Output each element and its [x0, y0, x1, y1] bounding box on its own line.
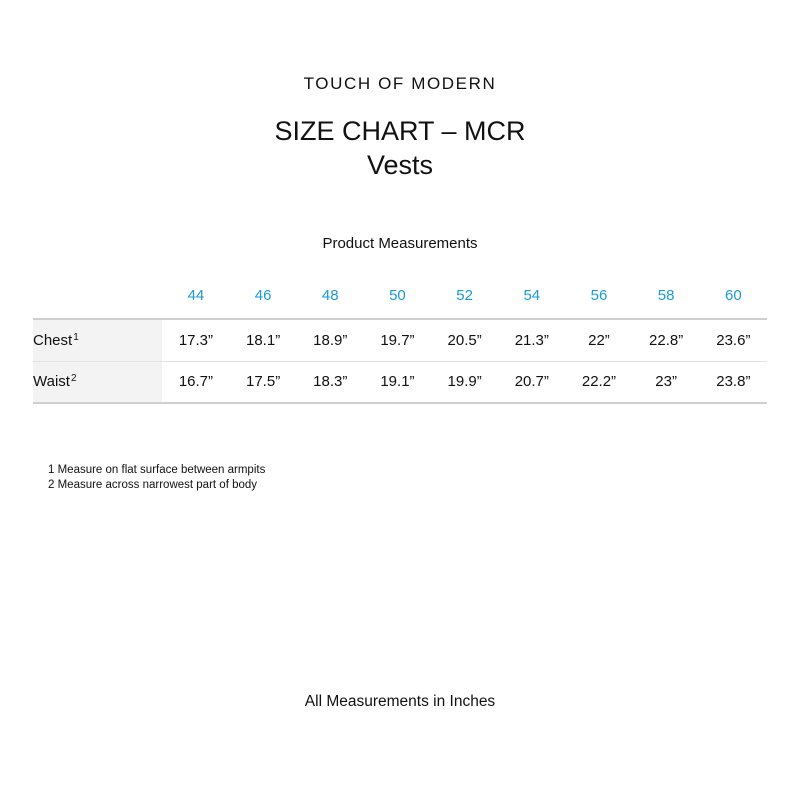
footnote: 1 Measure on flat surface between armpits [48, 464, 266, 476]
section-heading: Product Measurements [322, 235, 478, 252]
measurement-cell: 22” [588, 331, 610, 349]
units-note: All Measurements in Inches [304, 693, 496, 710]
size-header: 52 [456, 286, 473, 304]
measurement-cell: 21.3” [514, 331, 549, 349]
brand-logo-text: TOUCH OF MODERN [303, 74, 497, 93]
row-label-text: Waist [33, 373, 70, 391]
measurement-cell: 23.8” [716, 373, 751, 391]
title-line-1: SIZE CHART – MCR [274, 116, 526, 146]
row-label [33, 319, 162, 361]
footnote: 2 Measure across narrowest part of body [48, 479, 258, 491]
page-title [0, 114, 800, 182]
measurement-cell: 20.5” [447, 331, 482, 349]
measurement-cell: 23.6” [716, 331, 751, 349]
measurement-cell: 19.7” [380, 331, 415, 349]
measurement-cell: 19.9” [447, 373, 482, 391]
measurement-cell: 23” [655, 373, 677, 391]
size-header: 56 [590, 286, 608, 304]
footnotes [48, 463, 265, 493]
row-label-text: Chest [33, 331, 73, 349]
measurement-cell: 18.1” [246, 331, 281, 349]
measurement-cell: 18.9” [313, 331, 348, 349]
row-label [33, 361, 162, 403]
table-row-waist [33, 361, 767, 403]
size-header: 54 [523, 286, 541, 304]
table-row-chest [33, 319, 767, 361]
corner-cell [33, 272, 162, 319]
measurement-cell: 16.7” [178, 373, 214, 391]
measurement-cell: 22.2” [581, 373, 617, 391]
measurement-cell: 17.3” [178, 331, 214, 349]
size-header: 58 [657, 286, 675, 304]
measurement-cell: 22.8” [649, 331, 684, 349]
size-header: 50 [389, 286, 406, 304]
measurement-cell: 17.5” [246, 373, 281, 391]
size-header-row [33, 272, 767, 319]
measurement-cell: 20.7” [514, 373, 549, 391]
footnote-marker: 2 [70, 373, 77, 385]
title-line-2: Vests [366, 150, 434, 180]
measurement-cell: 18.3” [313, 373, 348, 391]
size-header: 48 [321, 286, 339, 304]
footnote-marker: 1 [73, 331, 79, 343]
size-header: 46 [254, 286, 272, 304]
size-header: 44 [187, 286, 205, 304]
size-header: 60 [725, 286, 742, 304]
size-table [33, 272, 767, 404]
measurement-cell: 19.1” [380, 373, 415, 391]
